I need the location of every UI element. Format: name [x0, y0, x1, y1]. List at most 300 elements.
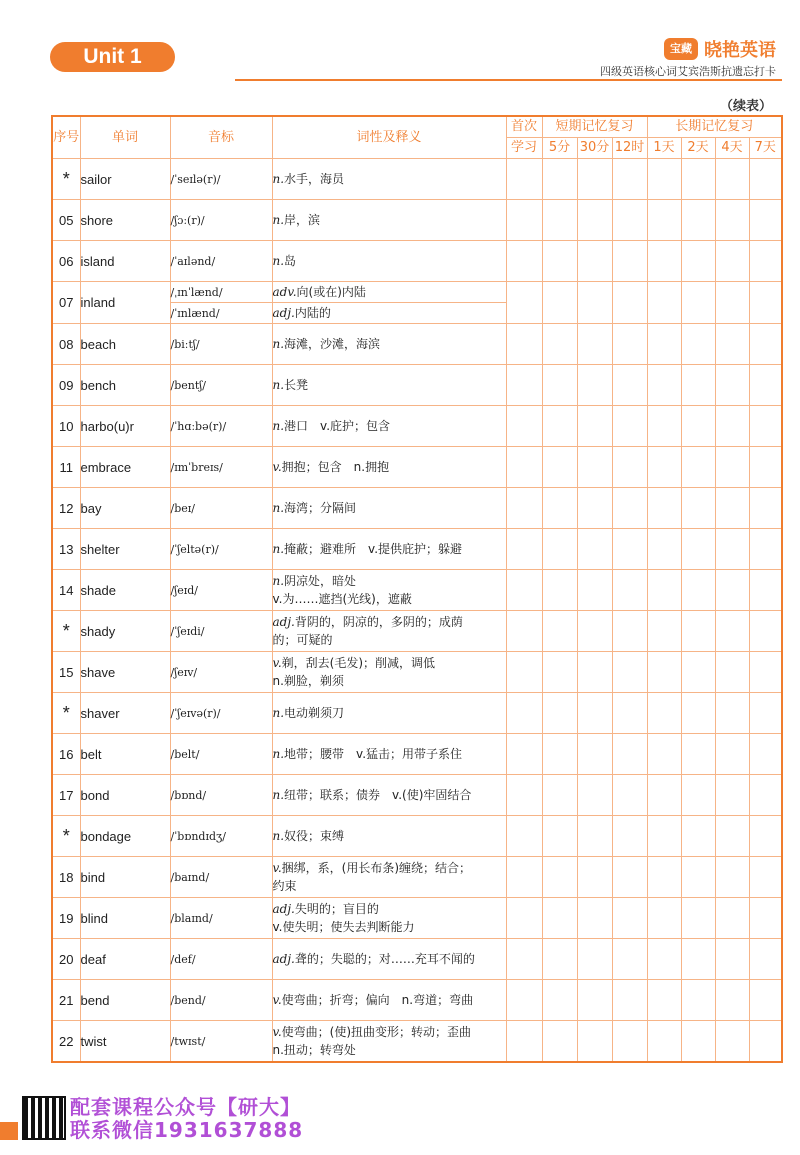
- review-checkbox[interactable]: [612, 816, 647, 857]
- review-checkbox[interactable]: [612, 447, 647, 488]
- header-word: 单词: [80, 116, 170, 159]
- review-checkbox[interactable]: [542, 693, 577, 734]
- table-row: [52, 775, 782, 816]
- table-row: [52, 282, 782, 303]
- definition-text: 掩蔽；避难所 v.提供庇护；躲避: [284, 542, 463, 556]
- header-long-sub: 2天: [681, 138, 715, 159]
- review-checkbox[interactable]: [506, 282, 542, 324]
- review-checkbox[interactable]: [715, 570, 749, 611]
- phonetic-cell: /ˈʃeɪvə(r)/: [170, 693, 272, 734]
- review-checkbox[interactable]: [612, 241, 647, 282]
- part-of-speech: n.: [272, 788, 285, 802]
- phonetic-cell: /ˈhɑːbə(r)/: [170, 406, 272, 447]
- review-checkbox[interactable]: [749, 570, 782, 611]
- phonetic-cell: /ˈʃeltə(r)/: [170, 529, 272, 570]
- review-checkbox[interactable]: [681, 159, 715, 200]
- review-checkbox[interactable]: [647, 488, 681, 529]
- header-no: 序号: [52, 116, 80, 159]
- review-checkbox[interactable]: [681, 775, 715, 816]
- review-checkbox[interactable]: [715, 529, 749, 570]
- definition-cell: [272, 939, 506, 980]
- review-checkbox[interactable]: [577, 857, 612, 898]
- part-of-speech: v.: [272, 656, 282, 670]
- review-checkbox[interactable]: [647, 775, 681, 816]
- review-checkbox[interactable]: [715, 1021, 749, 1063]
- definition-cell: [272, 159, 506, 200]
- review-checkbox[interactable]: [612, 570, 647, 611]
- review-checkbox[interactable]: [647, 282, 681, 324]
- review-checkbox[interactable]: [749, 652, 782, 693]
- review-checkbox[interactable]: [715, 980, 749, 1021]
- review-checkbox[interactable]: [612, 611, 647, 652]
- review-checkbox[interactable]: [506, 898, 542, 939]
- review-checkbox[interactable]: [612, 980, 647, 1021]
- header-first: 首次: [506, 116, 542, 138]
- review-checkbox[interactable]: [612, 324, 647, 365]
- phonetic-cell: /ɪmˈbreɪs/: [170, 447, 272, 488]
- review-checkbox[interactable]: [749, 447, 782, 488]
- phonetic-cell: /bend/: [170, 980, 272, 1021]
- review-checkbox[interactable]: [715, 734, 749, 775]
- phonetic-cell: /belt/: [170, 734, 272, 775]
- definition-cell: [272, 406, 506, 447]
- review-checkbox[interactable]: [577, 447, 612, 488]
- review-checkbox[interactable]: [647, 693, 681, 734]
- part-of-speech: adj.: [272, 902, 295, 916]
- review-checkbox[interactable]: [647, 611, 681, 652]
- definition-text: 使弯曲；折弯；偏向 n.弯道；弯曲: [281, 993, 474, 1007]
- review-checkbox[interactable]: [506, 939, 542, 980]
- review-checkbox[interactable]: [542, 980, 577, 1021]
- review-checkbox[interactable]: [681, 857, 715, 898]
- review-checkbox[interactable]: [647, 570, 681, 611]
- definition-cell: [272, 611, 506, 652]
- header-short-term: 短期记忆复习: [542, 116, 647, 138]
- definition-cell: [272, 775, 506, 816]
- footer-accent: [0, 1122, 18, 1140]
- review-checkbox[interactable]: [647, 447, 681, 488]
- word-cell: bond: [80, 775, 170, 816]
- header-long-sub: 1天: [647, 138, 681, 159]
- review-checkbox[interactable]: [577, 898, 612, 939]
- review-checkbox[interactable]: [542, 406, 577, 447]
- review-checkbox[interactable]: [647, 159, 681, 200]
- review-checkbox[interactable]: [681, 282, 715, 324]
- review-checkbox[interactable]: [612, 365, 647, 406]
- review-checkbox[interactable]: [542, 652, 577, 693]
- phonetic-cell: /ˈseɪlə(r)/: [170, 159, 272, 200]
- review-checkbox[interactable]: [506, 980, 542, 1021]
- review-checkbox[interactable]: [749, 488, 782, 529]
- review-checkbox[interactable]: [681, 693, 715, 734]
- review-checkbox[interactable]: [577, 365, 612, 406]
- table-row: [52, 734, 782, 775]
- review-checkbox[interactable]: [715, 365, 749, 406]
- review-checkbox[interactable]: [506, 570, 542, 611]
- definition-cell: [272, 282, 506, 303]
- review-checkbox[interactable]: [715, 693, 749, 734]
- review-checkbox[interactable]: [681, 816, 715, 857]
- review-checkbox[interactable]: [612, 898, 647, 939]
- review-checkbox[interactable]: [749, 939, 782, 980]
- review-checkbox[interactable]: [577, 488, 612, 529]
- phonetic-cell: /ʃeɪv/: [170, 652, 272, 693]
- review-checkbox[interactable]: [577, 816, 612, 857]
- phonetic-cell: /ˈaɪlənd/: [170, 241, 272, 282]
- review-checkbox[interactable]: [506, 816, 542, 857]
- table-row: [52, 529, 782, 570]
- review-checkbox[interactable]: [681, 488, 715, 529]
- review-checkbox[interactable]: [506, 241, 542, 282]
- review-checkbox[interactable]: [577, 529, 612, 570]
- table-row: [52, 898, 782, 939]
- definition-cell: [272, 652, 506, 693]
- review-checkbox[interactable]: [749, 857, 782, 898]
- review-checkbox[interactable]: [506, 734, 542, 775]
- review-checkbox[interactable]: [647, 980, 681, 1021]
- review-checkbox[interactable]: [612, 159, 647, 200]
- review-checkbox[interactable]: [681, 1021, 715, 1063]
- review-checkbox[interactable]: [715, 488, 749, 529]
- header-short-sub: 12时: [612, 138, 647, 159]
- review-checkbox[interactable]: [647, 1021, 681, 1063]
- table-row: [52, 693, 782, 734]
- review-checkbox[interactable]: [577, 734, 612, 775]
- brand-logo-icon: 宝藏: [664, 38, 698, 60]
- word-number: 05: [52, 200, 80, 241]
- definition-text-line2: n.剃脸，剃须: [272, 674, 344, 688]
- phonetic-cell: /def/: [170, 939, 272, 980]
- review-checkbox[interactable]: [715, 775, 749, 816]
- review-checkbox[interactable]: [577, 652, 612, 693]
- phonetic-cell: /twɪst/: [170, 1021, 272, 1063]
- review-checkbox[interactable]: [681, 734, 715, 775]
- review-checkbox[interactable]: [715, 939, 749, 980]
- word-number: 15: [52, 652, 80, 693]
- review-checkbox[interactable]: [647, 652, 681, 693]
- review-checkbox[interactable]: [542, 365, 577, 406]
- review-checkbox[interactable]: [542, 200, 577, 241]
- review-checkbox[interactable]: [681, 611, 715, 652]
- part-of-speech: adj.: [272, 615, 295, 629]
- review-checkbox[interactable]: [715, 406, 749, 447]
- brand-name: 晓艳英语: [704, 40, 776, 61]
- definition-cell: [272, 857, 506, 898]
- review-checkbox[interactable]: [506, 529, 542, 570]
- definition-text: 捆绑，系，(用长布条)缠绕；结合；: [281, 861, 472, 875]
- review-checkbox[interactable]: [749, 365, 782, 406]
- part-of-speech: v.: [272, 993, 282, 1007]
- review-checkbox[interactable]: [542, 159, 577, 200]
- review-checkbox[interactable]: [542, 529, 577, 570]
- review-checkbox[interactable]: [681, 200, 715, 241]
- review-checkbox[interactable]: [542, 1021, 577, 1063]
- review-checkbox[interactable]: [506, 200, 542, 241]
- review-checkbox[interactable]: [681, 406, 715, 447]
- definition-text-line2: n.扭动；转弯处: [272, 1043, 356, 1057]
- review-checkbox[interactable]: [749, 159, 782, 200]
- definition-text: 水手，海员: [284, 172, 345, 186]
- phonetic-cell: /ʃɔː(r)/: [170, 200, 272, 241]
- part-of-speech: n.: [272, 542, 285, 556]
- table-row: [52, 939, 782, 980]
- review-checkbox[interactable]: [506, 693, 542, 734]
- review-checkbox[interactable]: [542, 816, 577, 857]
- review-checkbox[interactable]: [506, 1021, 542, 1063]
- word-number: 13: [52, 529, 80, 570]
- review-checkbox[interactable]: [749, 611, 782, 652]
- review-checkbox[interactable]: [681, 529, 715, 570]
- brand: [664, 36, 776, 62]
- review-checkbox[interactable]: [647, 529, 681, 570]
- table-row: [52, 980, 782, 1021]
- table-row: [52, 488, 782, 529]
- review-checkbox[interactable]: [577, 611, 612, 652]
- review-checkbox[interactable]: [715, 324, 749, 365]
- definition-text: 岸，滨: [284, 213, 321, 227]
- part-of-speech: v.: [272, 861, 282, 875]
- definition-text: 海湾；分隔间: [284, 501, 357, 515]
- definition-cell: [272, 200, 506, 241]
- review-checkbox[interactable]: [681, 570, 715, 611]
- review-checkbox[interactable]: [749, 693, 782, 734]
- review-checkbox[interactable]: [577, 775, 612, 816]
- word-cell: inland: [80, 282, 170, 324]
- review-checkbox[interactable]: [506, 324, 542, 365]
- review-checkbox[interactable]: [577, 241, 612, 282]
- promo-line-1: 配套课程公众号【研大】: [70, 1095, 301, 1119]
- review-checkbox[interactable]: [715, 857, 749, 898]
- review-checkbox[interactable]: [749, 282, 782, 324]
- review-checkbox[interactable]: [647, 241, 681, 282]
- review-checkbox[interactable]: [749, 1021, 782, 1063]
- review-checkbox[interactable]: [647, 365, 681, 406]
- word-number: *: [52, 816, 80, 857]
- review-checkbox[interactable]: [577, 159, 612, 200]
- phonetic-cell: /ˈbɒndɪdʒ/: [170, 816, 272, 857]
- review-checkbox[interactable]: [681, 898, 715, 939]
- review-checkbox[interactable]: [577, 570, 612, 611]
- review-checkbox[interactable]: [681, 939, 715, 980]
- definition-text-line2: 的；可疑的: [272, 633, 333, 647]
- review-checkbox[interactable]: [542, 282, 577, 324]
- review-checkbox[interactable]: [542, 775, 577, 816]
- review-checkbox[interactable]: [647, 816, 681, 857]
- review-checkbox[interactable]: [681, 447, 715, 488]
- word-number: 11: [52, 447, 80, 488]
- word-number: *: [52, 611, 80, 652]
- review-checkbox[interactable]: [749, 734, 782, 775]
- table-row: [52, 200, 782, 241]
- review-checkbox[interactable]: [612, 734, 647, 775]
- review-checkbox[interactable]: [681, 241, 715, 282]
- phonetic-cell: /baɪnd/: [170, 857, 272, 898]
- promo-text: [70, 1096, 303, 1142]
- phonetic-cell: /ˈɪnlænd/: [170, 303, 272, 324]
- word-cell: beach: [80, 324, 170, 365]
- definition-text: 岛: [284, 254, 297, 268]
- review-checkbox[interactable]: [647, 939, 681, 980]
- definition-cell: [272, 324, 506, 365]
- part-of-speech: n.: [272, 501, 285, 515]
- review-checkbox[interactable]: [749, 775, 782, 816]
- review-checkbox[interactable]: [542, 447, 577, 488]
- review-checkbox[interactable]: [542, 898, 577, 939]
- review-checkbox[interactable]: [577, 282, 612, 324]
- part-of-speech: n.: [272, 419, 285, 433]
- word-number: *: [52, 159, 80, 200]
- review-checkbox[interactable]: [612, 693, 647, 734]
- phonetic-cell: /bɒnd/: [170, 775, 272, 816]
- review-checkbox[interactable]: [715, 447, 749, 488]
- review-checkbox[interactable]: [506, 652, 542, 693]
- review-checkbox[interactable]: [612, 939, 647, 980]
- part-of-speech: v.: [272, 460, 282, 474]
- review-checkbox[interactable]: [647, 857, 681, 898]
- review-checkbox[interactable]: [647, 898, 681, 939]
- header-divider: [235, 79, 782, 81]
- review-checkbox[interactable]: [506, 365, 542, 406]
- review-checkbox[interactable]: [577, 939, 612, 980]
- review-checkbox[interactable]: [749, 406, 782, 447]
- review-checkbox[interactable]: [542, 488, 577, 529]
- review-checkbox[interactable]: [612, 857, 647, 898]
- review-checkbox[interactable]: [749, 241, 782, 282]
- word-number: 12: [52, 488, 80, 529]
- word-cell: bend: [80, 980, 170, 1021]
- review-checkbox[interactable]: [612, 488, 647, 529]
- word-cell: shaver: [80, 693, 170, 734]
- review-checkbox[interactable]: [542, 611, 577, 652]
- review-checkbox[interactable]: [542, 324, 577, 365]
- review-checkbox[interactable]: [715, 611, 749, 652]
- definition-text: 使弯曲；(使)扭曲变形；转动；歪曲: [281, 1025, 472, 1039]
- word-cell: shave: [80, 652, 170, 693]
- review-checkbox[interactable]: [749, 200, 782, 241]
- part-of-speech: n.: [272, 213, 285, 227]
- review-checkbox[interactable]: [715, 898, 749, 939]
- review-checkbox[interactable]: [612, 652, 647, 693]
- review-checkbox[interactable]: [577, 1021, 612, 1063]
- review-checkbox[interactable]: [647, 200, 681, 241]
- review-checkbox[interactable]: [577, 980, 612, 1021]
- review-checkbox[interactable]: [577, 406, 612, 447]
- review-checkbox[interactable]: [506, 488, 542, 529]
- review-checkbox[interactable]: [506, 447, 542, 488]
- review-checkbox[interactable]: [577, 200, 612, 241]
- header-long-sub: 4天: [715, 138, 749, 159]
- review-checkbox[interactable]: [577, 324, 612, 365]
- word-cell: deaf: [80, 939, 170, 980]
- review-checkbox[interactable]: [577, 693, 612, 734]
- definition-cell: [272, 303, 506, 324]
- review-checkbox[interactable]: [506, 611, 542, 652]
- review-checkbox[interactable]: [612, 282, 647, 324]
- review-checkbox[interactable]: [542, 570, 577, 611]
- part-of-speech: n.: [272, 254, 285, 268]
- review-checkbox[interactable]: [715, 200, 749, 241]
- review-checkbox[interactable]: [749, 980, 782, 1021]
- definition-cell: [272, 816, 506, 857]
- review-checkbox[interactable]: [506, 159, 542, 200]
- review-checkbox[interactable]: [749, 529, 782, 570]
- review-checkbox[interactable]: [715, 816, 749, 857]
- page-subtitle: 四级英语核心词艾宾浩斯抗遗忘打卡: [600, 65, 776, 78]
- phonetic-cell: /biːtʃ/: [170, 324, 272, 365]
- part-of-speech: v.: [272, 1025, 282, 1039]
- review-checkbox[interactable]: [612, 200, 647, 241]
- part-of-speech: n.: [272, 172, 285, 186]
- review-checkbox[interactable]: [506, 406, 542, 447]
- definition-cell: [272, 447, 506, 488]
- header-phonetic: 音标: [170, 116, 272, 159]
- promo-line-2: 联系微信1931637888: [70, 1118, 304, 1142]
- table-row: [52, 816, 782, 857]
- review-checkbox[interactable]: [715, 652, 749, 693]
- definition-text: 拥抱；包含 n.拥抱: [281, 460, 390, 474]
- review-checkbox[interactable]: [681, 980, 715, 1021]
- word-cell: shade: [80, 570, 170, 611]
- review-checkbox[interactable]: [612, 775, 647, 816]
- review-checkbox[interactable]: [647, 406, 681, 447]
- review-checkbox[interactable]: [749, 816, 782, 857]
- review-checkbox[interactable]: [681, 652, 715, 693]
- review-checkbox[interactable]: [681, 324, 715, 365]
- review-checkbox[interactable]: [542, 939, 577, 980]
- review-checkbox[interactable]: [612, 1021, 647, 1063]
- word-cell: bay: [80, 488, 170, 529]
- definition-cell: [272, 693, 506, 734]
- table-row: [52, 324, 782, 365]
- review-checkbox[interactable]: [542, 734, 577, 775]
- review-checkbox[interactable]: [715, 159, 749, 200]
- word-number: *: [52, 693, 80, 734]
- review-checkbox[interactable]: [715, 241, 749, 282]
- header-definition: 词性及释义: [272, 116, 506, 159]
- review-checkbox[interactable]: [749, 898, 782, 939]
- review-checkbox[interactable]: [647, 324, 681, 365]
- review-checkbox[interactable]: [542, 241, 577, 282]
- part-of-speech: n.: [272, 337, 285, 351]
- review-checkbox[interactable]: [749, 324, 782, 365]
- word-number: 08: [52, 324, 80, 365]
- review-checkbox[interactable]: [542, 857, 577, 898]
- review-checkbox[interactable]: [647, 734, 681, 775]
- definition-text: 失明的；盲目的: [294, 902, 379, 916]
- review-checkbox[interactable]: [506, 857, 542, 898]
- phonetic-cell: /beɪ/: [170, 488, 272, 529]
- table-row: [52, 570, 782, 611]
- review-checkbox[interactable]: [715, 282, 749, 324]
- continued-label: （续表）: [719, 99, 772, 114]
- word-cell: island: [80, 241, 170, 282]
- review-checkbox[interactable]: [506, 775, 542, 816]
- review-checkbox[interactable]: [612, 529, 647, 570]
- word-number: 07: [52, 282, 80, 324]
- definition-text: 剃，刮去(毛发)；削减，调低: [281, 656, 436, 670]
- table-row: [52, 652, 782, 693]
- review-checkbox[interactable]: [681, 365, 715, 406]
- header-first-sub: 学习: [506, 138, 542, 159]
- word-cell: harbo(u)r: [80, 406, 170, 447]
- qr-code-icon: [22, 1096, 66, 1140]
- word-number: 22: [52, 1021, 80, 1063]
- header-short-sub: 30分: [577, 138, 612, 159]
- definition-cell: [272, 898, 506, 939]
- review-checkbox[interactable]: [612, 406, 647, 447]
- table-row: [52, 159, 782, 200]
- definition-text-line2: v.为……遮挡(光线)，遮蔽: [272, 592, 412, 606]
